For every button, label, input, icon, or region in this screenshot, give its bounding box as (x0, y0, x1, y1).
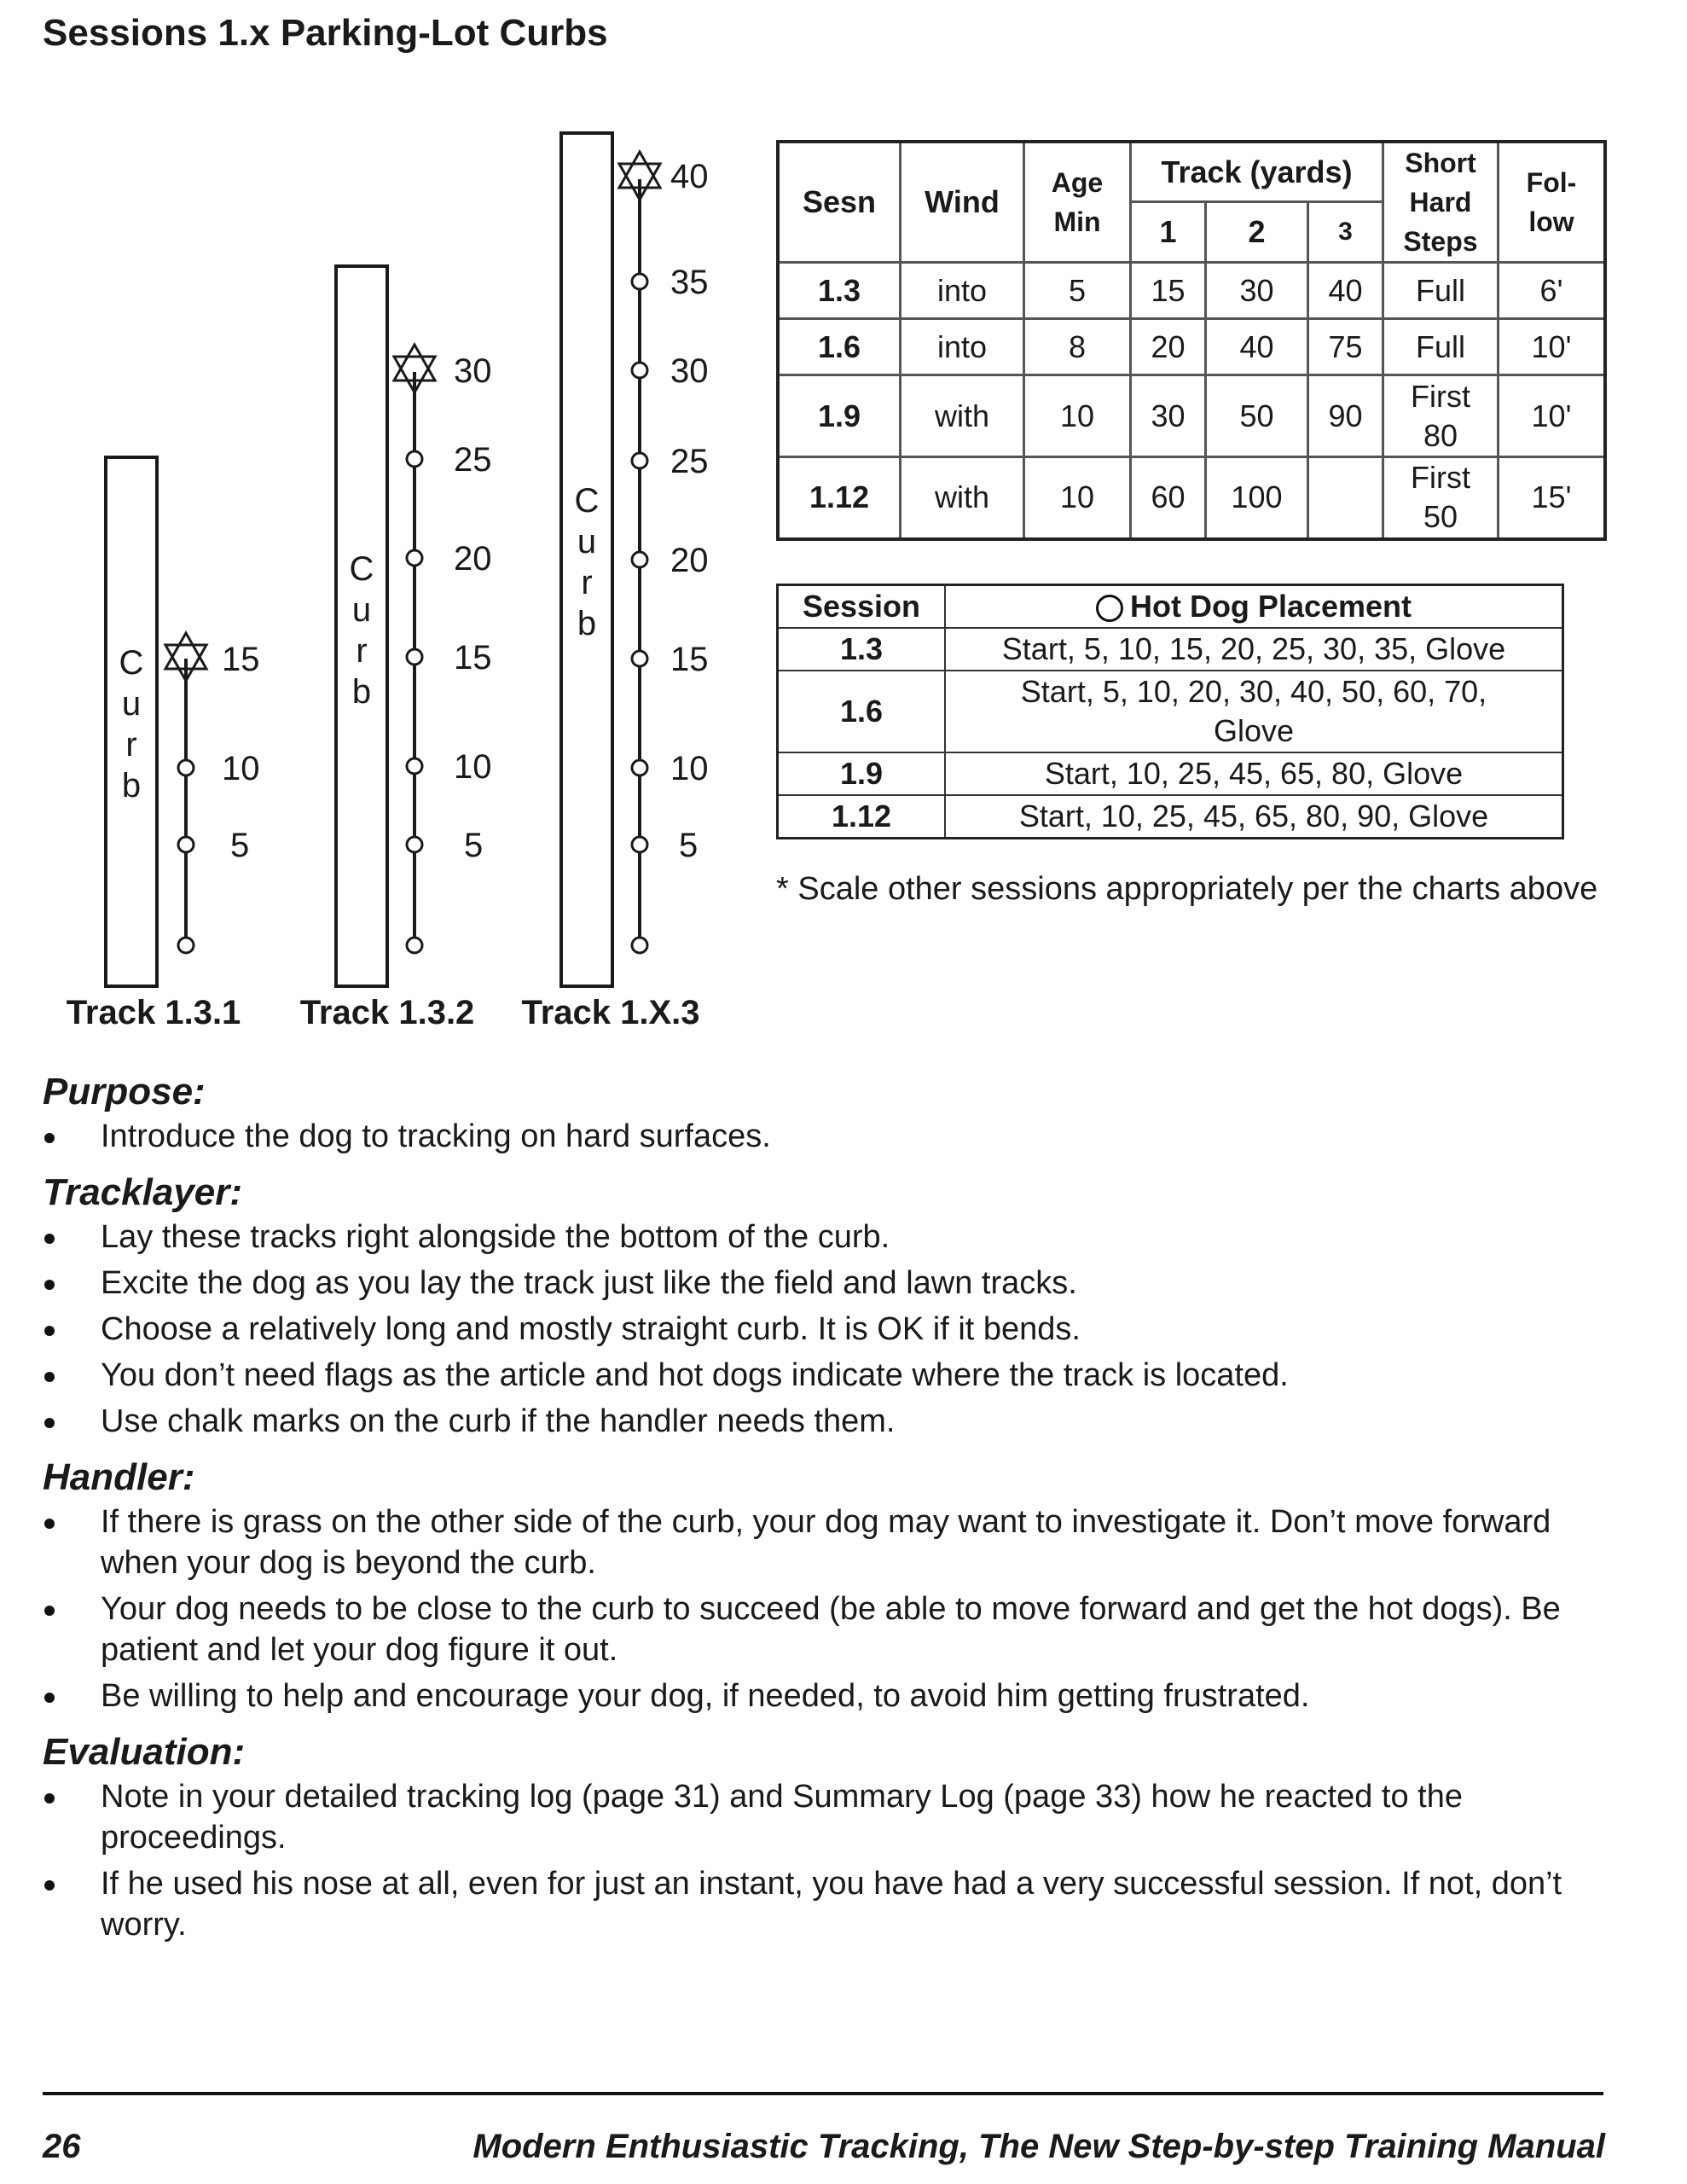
col-header-track-1: 1 (1131, 202, 1206, 263)
list-item-text: Note in your detailed tracking log (page 31) and Summary Log (page 33) how he reacted to the proceedings. (101, 1779, 1463, 1856)
table-row (778, 319, 1605, 375)
cell-session: 1.3 (778, 628, 946, 671)
cell-follow: 6' (1499, 263, 1606, 319)
yard-mark: 10 (670, 750, 709, 787)
cell-wind: with (901, 375, 1024, 457)
cell-wind: into (901, 263, 1024, 319)
hot-dog-marker (407, 837, 422, 852)
list-item (43, 1589, 1612, 1670)
track-diagrams (0, 119, 751, 1041)
cell-t1: 60 (1131, 457, 1206, 539)
curb-letter: C (119, 644, 144, 682)
yard-mark: 30 (454, 352, 492, 390)
col-header-sesn: Sesn (778, 142, 901, 263)
table-row (778, 752, 1563, 795)
cell-follow: 10' (1499, 375, 1606, 457)
list-item (43, 1676, 1612, 1716)
bullet-icon (44, 1234, 55, 1244)
hot-dog-marker (407, 938, 422, 953)
col-header-track: Track (yards) (1131, 142, 1383, 202)
table-row (778, 263, 1605, 319)
hot-dog-marker (178, 938, 194, 953)
list-item-text: If he used his nose at all, even for just an instant, you have had a very successful session. If not, don’t worry. (101, 1866, 1562, 1943)
col-header-track-2: 2 (1205, 202, 1307, 263)
cell-line: 80 (1423, 417, 1458, 453)
yard-mark: 35 (670, 264, 709, 301)
bullet-icon (44, 1418, 55, 1428)
cell-placement: Start, 10, 25, 45, 65, 80, 90, Glove (945, 795, 1563, 839)
hot-dog-marker (178, 760, 194, 775)
list-item-text: Be willing to help and encourage your dog, if needed, to avoid him getting frustrated. (101, 1678, 1310, 1714)
cell-age: 8 (1024, 319, 1131, 375)
curb-letter: u (577, 523, 597, 561)
bullet-icon (44, 1326, 55, 1336)
cell-wind: into (901, 319, 1024, 375)
cell-t2: 50 (1205, 375, 1307, 457)
hot-dog-marker (178, 837, 194, 852)
list-item (43, 1263, 1612, 1304)
yard-mark: 10 (454, 748, 492, 786)
cell-steps: Full (1383, 263, 1499, 319)
page-title: Sessions 1.x Parking-Lot Curbs (43, 12, 608, 54)
footer-rule (43, 2092, 1603, 2095)
header-line: Age (1051, 167, 1104, 198)
list-item-text: Introduce the dog to tracking on hard surfaces. (101, 1118, 771, 1154)
track-label: Track 1.X.3 (521, 994, 700, 1031)
yard-mark: 30 (670, 352, 709, 390)
session-table (776, 140, 1607, 541)
header-line: Fol- (1526, 167, 1577, 198)
list-item (43, 1502, 1612, 1583)
hot-dog-circle-icon (1096, 595, 1123, 622)
header-line: Short (1405, 148, 1476, 178)
yard-mark: 10 (222, 750, 260, 787)
cell-age: 10 (1024, 375, 1131, 457)
curb-letter: b (577, 605, 597, 642)
section-heading-evaluation: Evaluation: (43, 1731, 246, 1773)
list-item-text: Choose a relatively long and mostly straight curb. It is OK if it bends. (101, 1311, 1081, 1347)
cell-t2: 40 (1205, 319, 1307, 375)
bullet-icon (44, 1693, 55, 1703)
page-number: 26 (43, 2128, 81, 2165)
list-item-text: Lay these tracks right alongside the bottom of the curb. (101, 1219, 890, 1255)
table-row (778, 375, 1605, 457)
bullet-icon (44, 1880, 55, 1891)
cell-sesn: 1.6 (778, 319, 901, 375)
cell-age: 5 (1024, 263, 1131, 319)
bullet-icon (44, 1133, 55, 1143)
table-row (778, 457, 1605, 539)
cell-t3: 75 (1307, 319, 1383, 375)
list-item (43, 1309, 1612, 1350)
cell-t2: 30 (1205, 263, 1307, 319)
cell-steps: Full (1383, 319, 1499, 375)
yard-mark: 5 (464, 827, 484, 864)
header-line: Steps (1403, 226, 1478, 257)
table-row (778, 795, 1563, 839)
placement-header-label: Hot Dog Placement (1129, 589, 1412, 624)
yard-mark: 25 (670, 443, 709, 480)
tracklayer-list (43, 1217, 1612, 1442)
yard-mark: 20 (454, 540, 492, 578)
track-3 (521, 133, 708, 1031)
hot-dog-marker (632, 363, 647, 378)
curb-letter: r (581, 564, 593, 601)
cell-placement (945, 671, 1563, 752)
yard-mark: 40 (670, 158, 709, 195)
curb-letter: C (574, 482, 600, 520)
hot-dog-marker (632, 453, 647, 468)
col-header-short-hard-steps (1383, 142, 1499, 263)
list-item (43, 1401, 1612, 1442)
col-header-age-min (1024, 142, 1131, 263)
cell-steps (1383, 457, 1499, 539)
cell-follow: 10' (1499, 319, 1606, 375)
hot-dog-marker (632, 651, 647, 666)
table-row (778, 671, 1563, 752)
bullet-icon (44, 1793, 55, 1804)
track-label: Track 1.3.2 (299, 994, 475, 1031)
curb-letter: u (351, 591, 372, 629)
section-heading-purpose: Purpose: (43, 1071, 206, 1112)
header-line: Min (1053, 206, 1101, 237)
curb-letter: r (125, 726, 137, 764)
handler-list (43, 1502, 1612, 1716)
list-item-text: Excite the dog as you lay the track just like the field and lawn tracks. (101, 1265, 1077, 1301)
bullet-icon (44, 1606, 55, 1616)
track-2 (300, 266, 492, 1031)
hot-dog-marker (632, 760, 647, 775)
col-header-placement (945, 585, 1563, 629)
bullet-icon (44, 1372, 55, 1382)
curb-letter: C (349, 550, 374, 588)
yard-mark: 5 (679, 827, 699, 864)
track-1 (67, 457, 260, 1031)
cell-line: First (1411, 460, 1470, 496)
col-header-track-3: 3 (1307, 202, 1383, 263)
purpose-list (43, 1116, 1612, 1157)
col-header-wind: Wind (901, 142, 1024, 263)
cell-t1: 30 (1131, 375, 1206, 457)
hot-dog-marker (632, 938, 647, 953)
list-item-text: Use chalk marks on the curb if the handler needs them. (101, 1403, 896, 1439)
cell-session: 1.9 (778, 752, 946, 795)
curb-letter: r (356, 632, 368, 670)
list-item (43, 1217, 1612, 1258)
scale-note: * Scale other sessions appropriately per the charts above (776, 871, 1598, 907)
cell-age: 10 (1024, 457, 1131, 539)
list-item (43, 1355, 1612, 1396)
cell-session: 1.6 (778, 671, 946, 752)
table-row (778, 628, 1563, 671)
header-line: low (1528, 206, 1574, 237)
list-item (43, 1116, 1612, 1157)
cell-line: 50 (1423, 499, 1458, 535)
curb-letter: b (121, 767, 142, 804)
yard-mark: 25 (454, 441, 492, 479)
col-header-session: Session (778, 585, 946, 629)
list-item (43, 1776, 1612, 1858)
hot-dog-marker (632, 552, 647, 567)
cell-t3 (1307, 457, 1383, 539)
section-heading-handler: Handler: (43, 1456, 195, 1498)
book-title: Modern Enthusiastic Tracking, The New Step-by-step Training Manual (472, 2128, 1605, 2165)
section-heading-tracklayer: Tracklayer: (43, 1171, 243, 1213)
evaluation-list (43, 1776, 1612, 1945)
cell-placement: Start, 10, 25, 45, 65, 80, Glove (945, 752, 1563, 795)
curb-letter: u (121, 685, 142, 723)
hot-dog-marker (407, 649, 422, 665)
hot-dog-marker (632, 274, 647, 289)
yard-mark: 15 (454, 639, 492, 677)
hot-dog-marker (632, 837, 647, 852)
cell-t3: 40 (1307, 263, 1383, 319)
hot-dog-table (776, 584, 1564, 839)
bullet-icon (44, 1519, 55, 1529)
yard-mark: 20 (670, 542, 709, 579)
cell-t3: 90 (1307, 375, 1383, 457)
cell-sesn: 1.9 (778, 375, 901, 457)
list-item-text: Your dog needs to be close to the curb to succeed (be able to move forward and get the hot dogs). Be patient and let your dog figure it out. (101, 1591, 1561, 1668)
cell-line: Glove (1213, 713, 1295, 748)
header-line: Hard (1409, 187, 1472, 218)
track-label: Track 1.3.1 (66, 994, 241, 1031)
yard-mark: 5 (230, 827, 250, 864)
cell-sesn: 1.3 (778, 263, 901, 319)
bullet-icon (44, 1280, 55, 1290)
list-item (43, 1863, 1612, 1945)
cell-sesn: 1.12 (778, 457, 901, 539)
hot-dog-marker (407, 758, 422, 774)
cell-t1: 15 (1131, 263, 1206, 319)
cell-follow: 15' (1499, 457, 1606, 539)
curb-letter: b (351, 673, 372, 711)
cell-t1: 20 (1131, 319, 1206, 375)
hot-dog-marker (407, 550, 422, 566)
list-item-text: You don’t need flags as the article and hot dogs indicate where the track is located. (101, 1357, 1289, 1393)
list-item-text: If there is grass on the other side of the curb, your dog may want to investigate it. Don’t move forward when your dog is beyond the curb. (101, 1504, 1551, 1581)
yard-mark: 15 (670, 641, 709, 678)
content-sections (43, 1068, 1612, 1957)
cell-wind: with (901, 457, 1024, 539)
cell-line: Start, 5, 10, 20, 30, 40, 50, 60, 70, (1020, 674, 1487, 709)
col-header-follow (1499, 142, 1606, 263)
cell-steps (1383, 375, 1499, 457)
hot-dog-marker (407, 451, 422, 467)
cell-t2: 100 (1205, 457, 1307, 539)
yard-mark: 15 (222, 641, 260, 678)
cell-session: 1.12 (778, 795, 946, 839)
cell-placement: Start, 5, 10, 15, 20, 25, 30, 35, Glove (945, 628, 1563, 671)
cell-line: First (1411, 378, 1470, 414)
